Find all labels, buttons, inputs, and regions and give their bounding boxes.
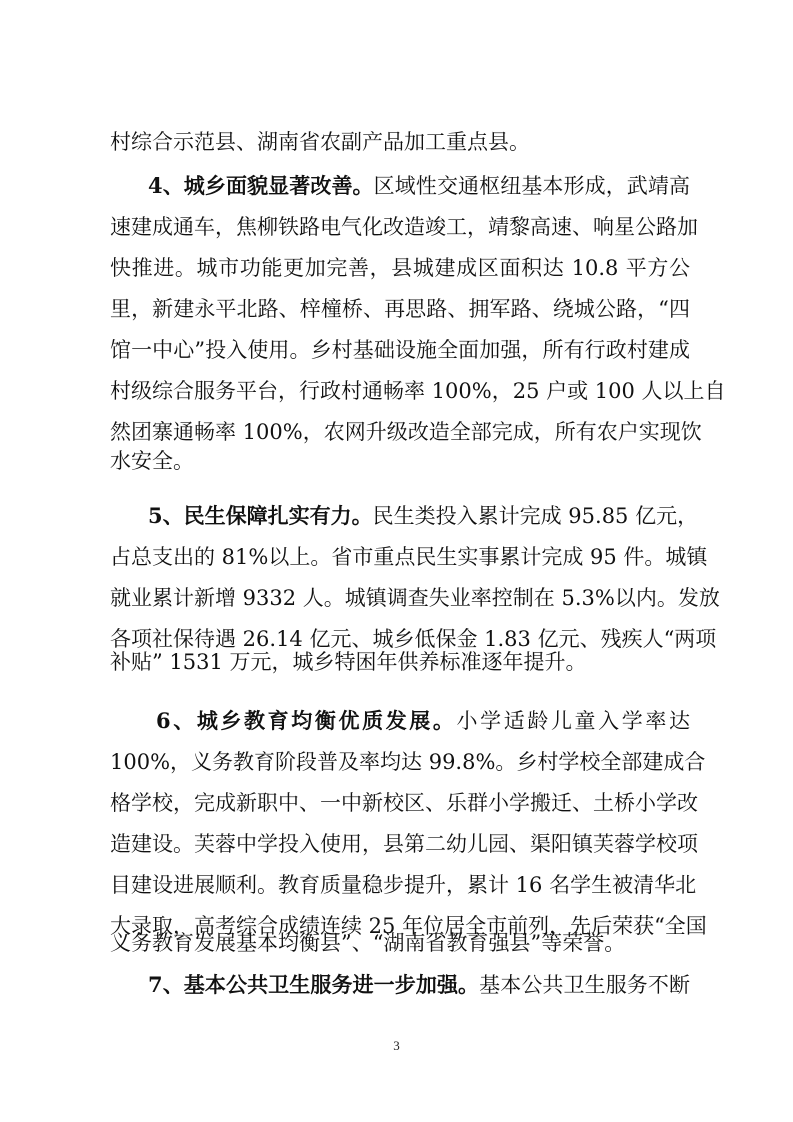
line-text: 小学适龄儿童入学率达 bbox=[456, 709, 690, 733]
line-text: 100%，义务教育阶段普及率均达 99.8%。乡村学校全部建成合 bbox=[110, 750, 706, 774]
line-text: 造建设。芙蓉中学投入使用，县第二幼儿园、渠阳镇芙蓉学校项 bbox=[110, 832, 698, 856]
line-text: 区域性交通枢纽基本形成，武靖高 bbox=[373, 174, 690, 198]
line-text: 占总支出的 81%以上。省市重点民生实事累计完成 95 件。城镇 bbox=[110, 545, 708, 569]
text-line bbox=[110, 253, 690, 283]
paragraph-5-first-line bbox=[148, 501, 699, 531]
line-text: 各项社保待遇 26.14 亿元、城乡低保金 1.83 亿元、残疾人“两项 bbox=[110, 627, 717, 651]
text-line bbox=[110, 788, 698, 818]
line-text: 村级综合服务平台，行政村通畅率 100%，25 户或 100 人以上自 bbox=[110, 379, 726, 403]
line-text: 民生类投入累计完成 95.85 亿元， bbox=[372, 504, 699, 528]
text-line bbox=[110, 583, 720, 613]
text-line bbox=[110, 335, 690, 365]
line-text: 就业累计新增 9332 人。城镇调查失业率控制在 5.3%以内。发放 bbox=[110, 586, 720, 610]
line-text: 水安全。 bbox=[110, 449, 194, 473]
page-number: 3 bbox=[393, 1038, 400, 1053]
text-line bbox=[110, 647, 690, 677]
paragraph-7-heading: 7、基本公共卫生服务进一步加强。 bbox=[148, 972, 480, 997]
line-text: 义务教育发展基本均衡县”、“湖南省教育强县”等荣誉。 bbox=[110, 931, 626, 955]
text-line bbox=[110, 829, 698, 859]
text-line bbox=[110, 417, 702, 447]
paragraph-4-heading: 4、城乡面貌显著改善。 bbox=[148, 173, 374, 198]
line-text: 速建成通车，焦柳铁路电气化改造竣工，靖黎高速、响星公路加 bbox=[110, 215, 698, 239]
paragraph-6-heading: 6、城乡教育均衡优质发展。 bbox=[156, 708, 457, 733]
line-text: 基本公共卫生服务不断 bbox=[479, 973, 690, 997]
text-line bbox=[110, 928, 690, 958]
line-text: 里，新建永平北路、梓橦桥、再思路、拥军路、绕城公路，“四 bbox=[110, 297, 690, 321]
line-text: 快推进。城市功能更加完善，县城建成区面积达 10.8 平方公 bbox=[110, 256, 690, 280]
line-text: 格学校，完成新职中、一中新校区、乐群小学搬迁、土桥小学改 bbox=[110, 791, 698, 815]
line-text: 然团寨通畅率 100%，农网升级改造全部完成，所有农户实现饮 bbox=[110, 420, 702, 444]
line-text: 目建设进展顺利。教育质量稳步提升，累计 16 名学生被清华北 bbox=[110, 873, 697, 897]
text-line bbox=[110, 127, 690, 157]
line-text: 馆一中心”投入使用。乡村基础设施全面加强，所有行政村建成 bbox=[110, 338, 690, 362]
text-line bbox=[110, 446, 690, 476]
text-line bbox=[110, 376, 726, 406]
paragraph-7-first-line bbox=[148, 970, 690, 1000]
text-line bbox=[110, 542, 708, 572]
line-text: 补贴” 1531 万元，城乡特困年供养标准逐年提升。 bbox=[110, 650, 587, 674]
line-text: 村综合示范县、湖南省农副产品加工重点县。 bbox=[110, 130, 530, 154]
text-line bbox=[110, 747, 706, 777]
paragraph-5-heading: 5、民生保障扎实有力。 bbox=[148, 503, 373, 528]
text-line bbox=[110, 294, 690, 324]
paragraph-6-first-line bbox=[156, 706, 690, 736]
paragraph-4-first-line bbox=[148, 171, 690, 201]
text-line bbox=[110, 870, 697, 900]
line-text: 大录取，高考综合成绩连续 25 年位居全市前列，先后荣获“全国 bbox=[110, 914, 707, 938]
text-line bbox=[110, 212, 698, 242]
